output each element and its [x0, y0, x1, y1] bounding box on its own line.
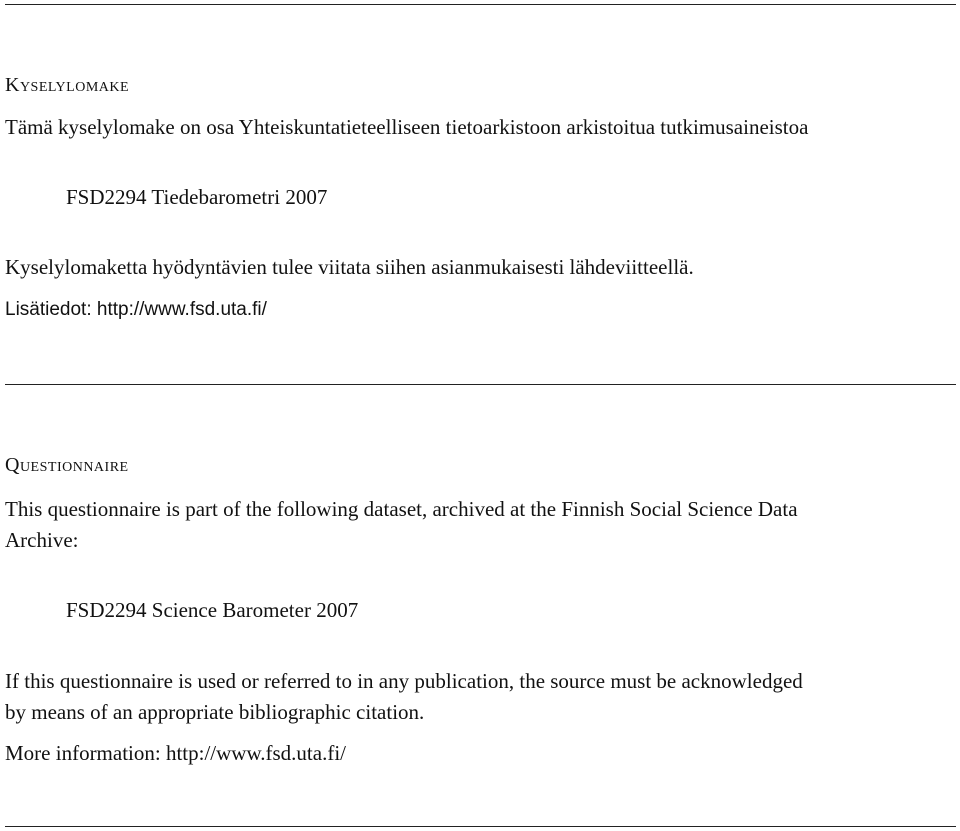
english-dataset-title: FSD2294 Science Barometer 2007: [66, 598, 359, 622]
middle-divider: [5, 384, 956, 385]
bottom-divider: [5, 826, 956, 827]
english-citation-note-line1: If this questionnaire is used or referred to in any publication, the source must be acknowledged: [5, 669, 803, 693]
finnish-more-info: Lisätiedot: http://www.fsd.uta.fi/: [5, 299, 267, 320]
english-intro-text-line2: Archive:: [5, 528, 79, 552]
english-heading: Questionnaire: [5, 454, 129, 476]
english-citation-note-line2: by means of an appropriate bibliographic citation.: [5, 700, 425, 724]
finnish-citation-note: Kyselylomaketta hyödyntävien tulee viitata siihen asianmukaisesti lähdeviitteellä.: [5, 255, 694, 279]
english-more-info: More information: http://www.fsd.uta.fi/: [5, 741, 347, 765]
top-divider: [5, 4, 956, 5]
finnish-heading: Kyselylomake: [5, 74, 130, 96]
finnish-dataset-title: FSD2294 Tiedebarometri 2007: [66, 185, 328, 209]
finnish-intro-text: Tämä kyselylomake on osa Yhteiskuntatieteelliseen tietoarkistoon arkistoitua tutkimusaineistoa: [5, 115, 809, 139]
english-intro-text-line1: This questionnaire is part of the following dataset, archived at the Finnish Social Science Data: [5, 497, 798, 521]
